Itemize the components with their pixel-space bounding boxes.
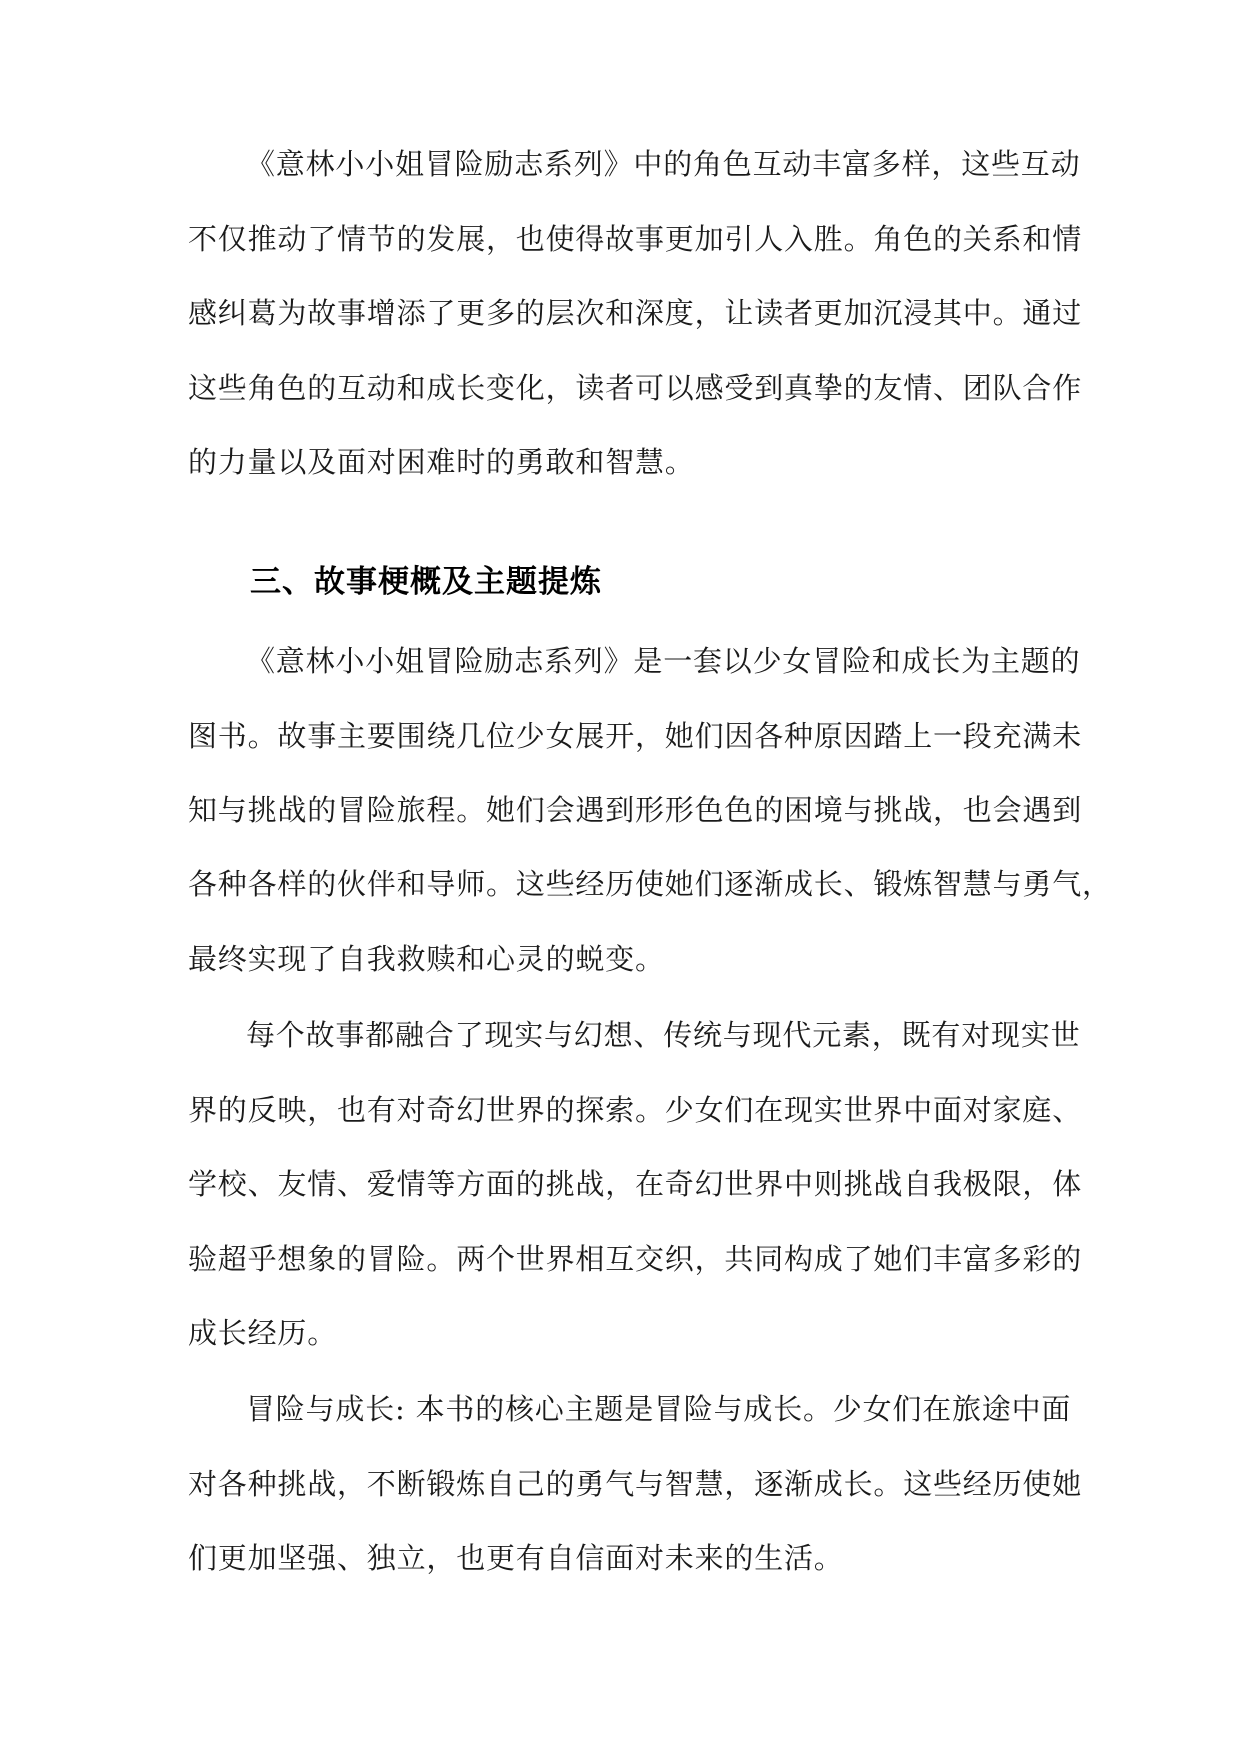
section-paragraph-2-line-2: 界的反映，也有对奇幻世界的探索。少女们在现实世界中面对家庭、 <box>188 1093 1083 1127</box>
section-paragraph-3-line-2: 对各种挑战，不断锻炼自己的勇气与智慧，逐渐成长。这些经历使她 <box>188 1467 1083 1501</box>
section-paragraph-1-line-2: 图书。故事主要围绕几位少女展开，她们因各种原因踏上一段充满未 <box>188 719 1083 753</box>
paragraph-1-line-3: 感纠葛为故事增添了更多的层次和深度，让读者更加沉浸其中。通过 <box>188 296 1083 330</box>
section-paragraph-2-line-5: 成长经历。 <box>188 1316 338 1350</box>
paragraph-1-line-1: 《意林小小姐冒险励志系列》中的角色互动丰富多样，这些互动 <box>246 147 1081 181</box>
section-paragraph-1-line-1: 《意林小小姐冒险励志系列》是一套以少女冒险和成长为主题的 <box>246 644 1081 678</box>
paragraph-1-line-4: 这些角色的互动和成长变化，读者可以感受到真挚的友情、团队合作 <box>188 371 1083 405</box>
section-paragraph-1-line-4: 各种各样的伙伴和导师。这些经历使她们逐渐成长、锻炼智慧与勇气， <box>188 867 1112 901</box>
section-paragraph-3-line-3: 们更加坚强、独立，也更有自信面对未来的生活。 <box>188 1541 844 1575</box>
paragraph-1-line-5: 的力量以及面对困难时的勇敢和智慧。 <box>188 445 695 479</box>
section-paragraph-3-line-1: 冒险与成长: 本书的核心主题是冒险与成长。少女们在旅途中面 <box>246 1392 1072 1426</box>
section-paragraph-1-line-3: 知与挑战的冒险旅程。她们会遇到形形色色的困境与挑战，也会遇到 <box>188 793 1083 827</box>
section-paragraph-2-line-1: 每个故事都融合了现实与幻想、传统与现代元素，既有对现实世 <box>246 1018 1081 1052</box>
paragraph-1-line-2: 不仅推动了情节的发展，也使得故事更加引人入胜。角色的关系和情 <box>188 222 1083 256</box>
section-heading: 三、故事梗概及主题提炼 <box>250 564 602 600</box>
section-paragraph-2-line-4: 验超乎想象的冒险。两个世界相互交织，共同构成了她们丰富多彩的 <box>188 1242 1083 1276</box>
section-paragraph-1-line-5: 最终实现了自我救赎和心灵的蜕变。 <box>188 942 665 976</box>
section-paragraph-2-line-3: 学校、友情、爱情等方面的挑战，在奇幻世界中则挑战自我极限，体 <box>188 1167 1083 1201</box>
